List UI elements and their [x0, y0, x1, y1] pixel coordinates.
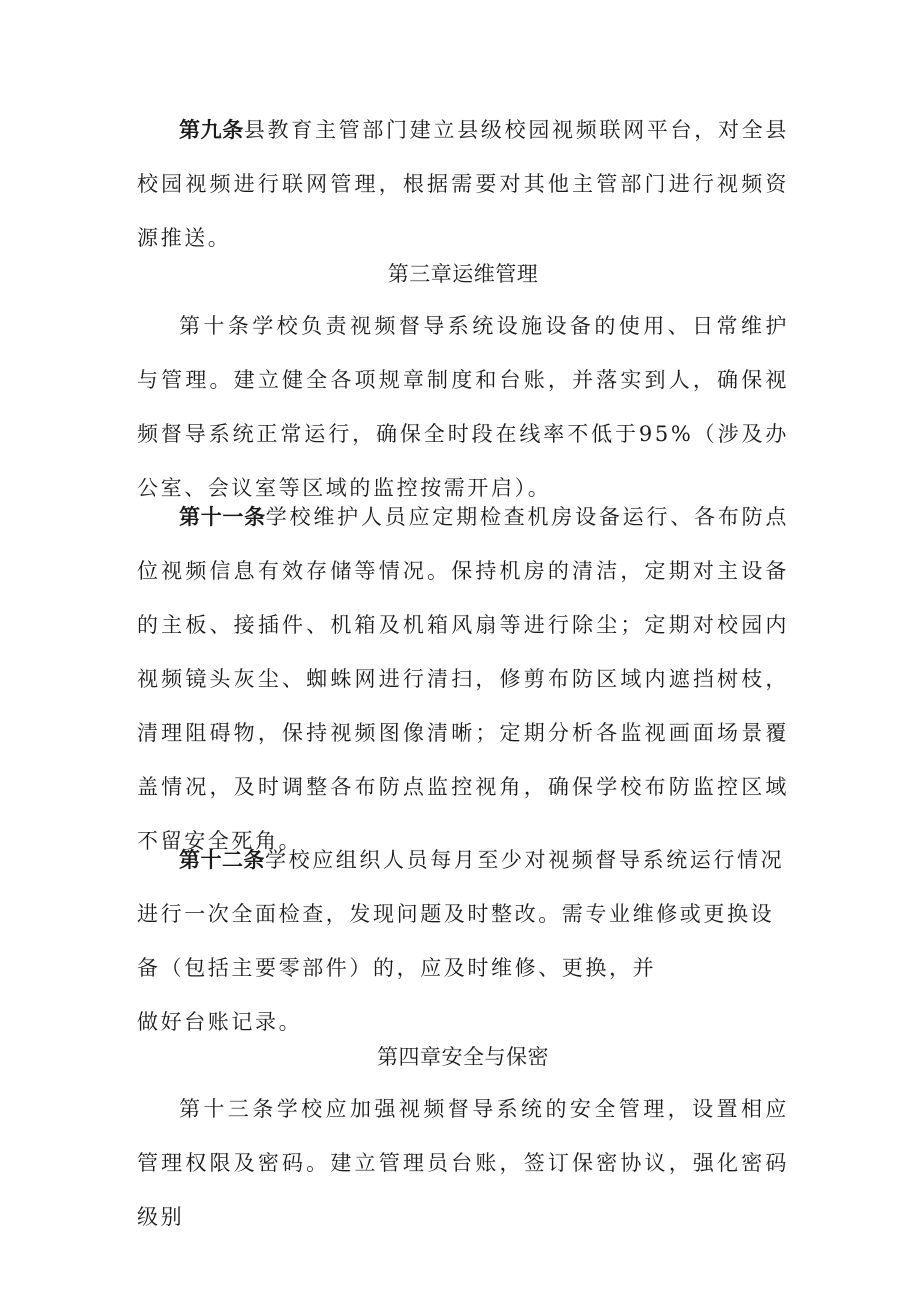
article-11-body: 学校维护人员应定期检查机房设备运行、各布防点位视频信息有效存储等情况。保持机房的清洁，定期对主设备的主板、接插件、机箱及机箱风扇等进行除尘；定期对校园内视频镜头灰尘、蜘蛛网进行清扫，修剪布防区域内遮挡树枝，清理阻碍物，保持视频图像清晰；定期分析各监视画面场景覆盖情况，及时调整各布防点监控视角，确保学校布防监控区域不留安全死角。: [137, 505, 790, 853]
article-11: [137, 490, 789, 868]
article-13-body: 学校应加强视频督导系统的安全管理，设置相应管理权限及密码。建立管理员台账，签订保密协议，强化密码级别: [137, 1097, 789, 1229]
article-13-paragraph: [137, 1082, 789, 1244]
article-10: [137, 299, 789, 515]
article-11-lead: 第十一条: [179, 505, 266, 529]
article-13-lead: 第十三条: [179, 1097, 277, 1121]
article-12-lead: 第十二条: [179, 848, 265, 872]
article-9-paragraph: [137, 103, 789, 265]
article-10-paragraph: [137, 299, 789, 515]
article-9-lead: 第九条: [179, 118, 244, 142]
article-9-body: 县教育主管部门建立县级校园视频联网平台，对全县校园视频进行联网管理，根据需要对其他主管部门进行视频资源推送。: [137, 118, 789, 250]
article-12-paragraph: [137, 833, 789, 995]
article-12-body-line1: 学校应组织人员每月至少对视频督导系统运行情况进行一次全面检查，发现问题及时整改。需专业维修或更换设备（包括主要零部件）的，应及时维修、更换，并: [137, 848, 785, 980]
article-12-body-line2: 做好台账记录。: [137, 1010, 303, 1034]
chapter-4-title: 第四章安全与保密: [377, 1045, 549, 1069]
article-11-paragraph: [137, 490, 789, 868]
article-10-lead: 第十条: [179, 314, 253, 338]
article-10-body: 学校负责视频督导系统设施设备的使用、日常维护与管理。建立健全各项规章制度和台账，并落实到人，确保视频督导系统正常运行，确保全时段在线率不低于95%（涉及办公室、会议室等区域的监控按需开启）。: [137, 314, 789, 500]
chapter-3-title: 第三章运维管理: [387, 262, 539, 286]
article-12: [137, 833, 789, 1049]
article-13: [137, 1082, 789, 1244]
article-9: [137, 103, 789, 265]
